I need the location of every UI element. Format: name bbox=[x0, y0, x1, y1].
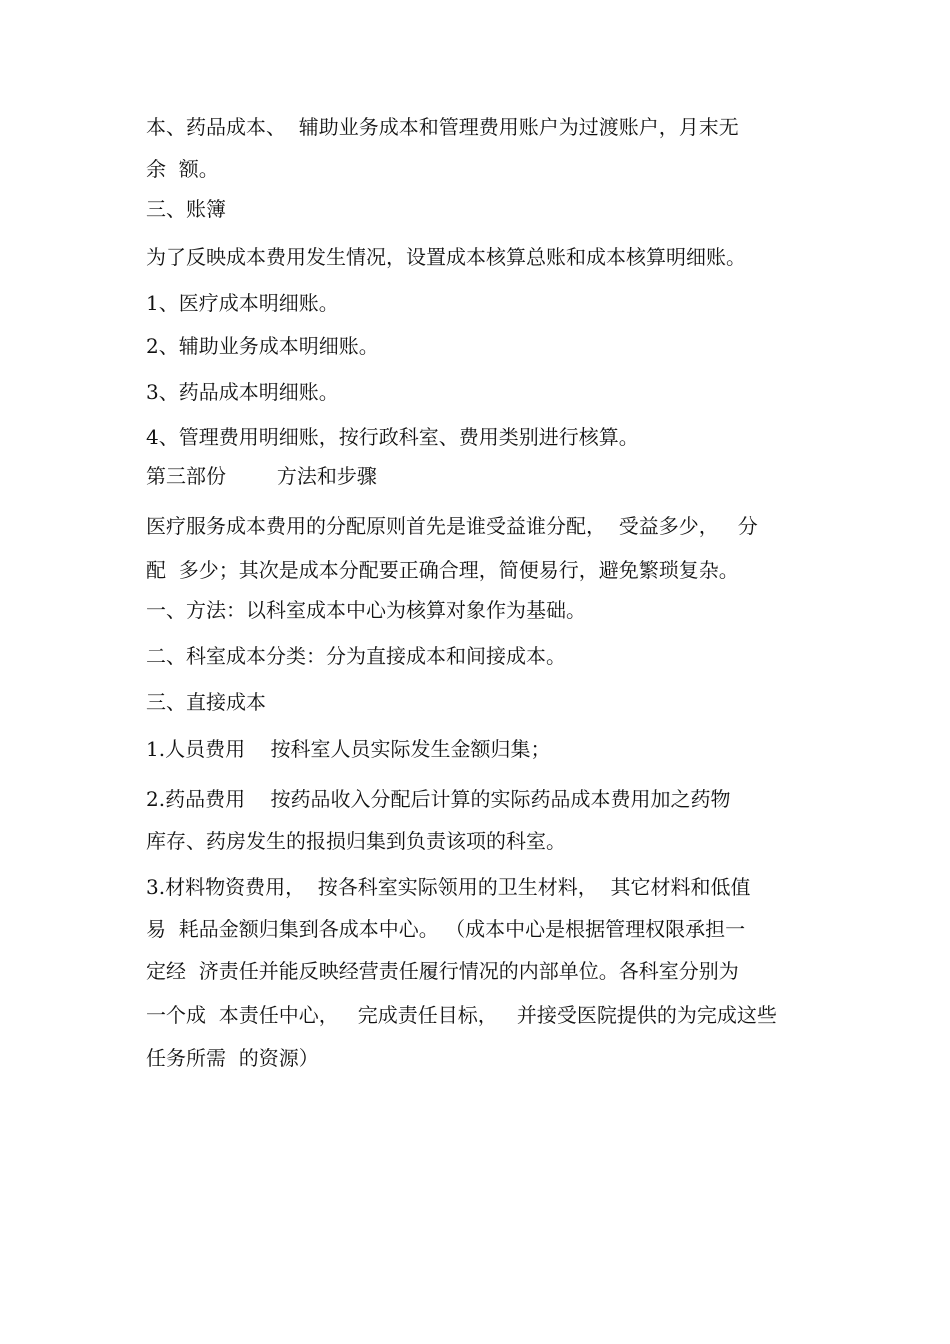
list-item: 4、管理费用明细账，按行政科室、费用类别进行核算。 bbox=[146, 425, 639, 449]
text-line: 余 额。 bbox=[146, 157, 219, 181]
list-item: 1.人员费用 按科室人员实际发生金额归集； bbox=[146, 737, 551, 761]
part-heading: 第三部份 方法和步骤 bbox=[146, 464, 377, 488]
text-line: 易 耗品金额归集到各成本中心。 （成本中心是根据管理权限承担一 bbox=[146, 917, 746, 941]
text-line: 定经 济责任并能反映经营责任履行情况的内部单位。各科室分别为 bbox=[146, 959, 739, 983]
list-item: 1、医疗成本明细账。 bbox=[146, 291, 339, 315]
section-heading: 三、账簿 bbox=[146, 197, 226, 221]
section-heading: 三、直接成本 bbox=[146, 690, 266, 714]
list-item: 2.药品费用 按药品收入分配后计算的实际药品成本费用加之药物 bbox=[146, 787, 731, 811]
list-item: 3、药品成本明细账。 bbox=[146, 380, 339, 404]
text-line: 本、药品成本、 辅助业务成本和管理费用账户为过渡账户，月末无 bbox=[146, 115, 739, 139]
text-line: 配 多少；其次是成本分配要正确合理，简便易行，避免繁琐复杂。 bbox=[146, 558, 739, 582]
text-line: 为了反映成本费用发生情况，设置成本核算总账和成本核算明细账。 bbox=[146, 245, 746, 269]
text-line: 库存、药房发生的报损归集到负责该项的科室。 bbox=[146, 829, 566, 853]
list-item: 2、辅助业务成本明细账。 bbox=[146, 334, 379, 358]
text-line: 医疗服务成本费用的分配原则首先是谁受益谁分配， 受益多少， 分 bbox=[146, 514, 758, 538]
text-line: 一、方法：以科室成本中心为核算对象作为基础。 bbox=[146, 598, 586, 622]
text-line: 任务所需 的资源） bbox=[146, 1046, 319, 1070]
text-line: 一个成 本责任中心， 完成责任目标， 并接受医院提供的为完成这些 bbox=[146, 1003, 777, 1027]
list-item: 3.材料物资费用， 按各科室实际领用的卫生材料， 其它材料和低值 bbox=[146, 875, 751, 899]
text-line: 二、科室成本分类：分为直接成本和间接成本。 bbox=[146, 644, 566, 668]
